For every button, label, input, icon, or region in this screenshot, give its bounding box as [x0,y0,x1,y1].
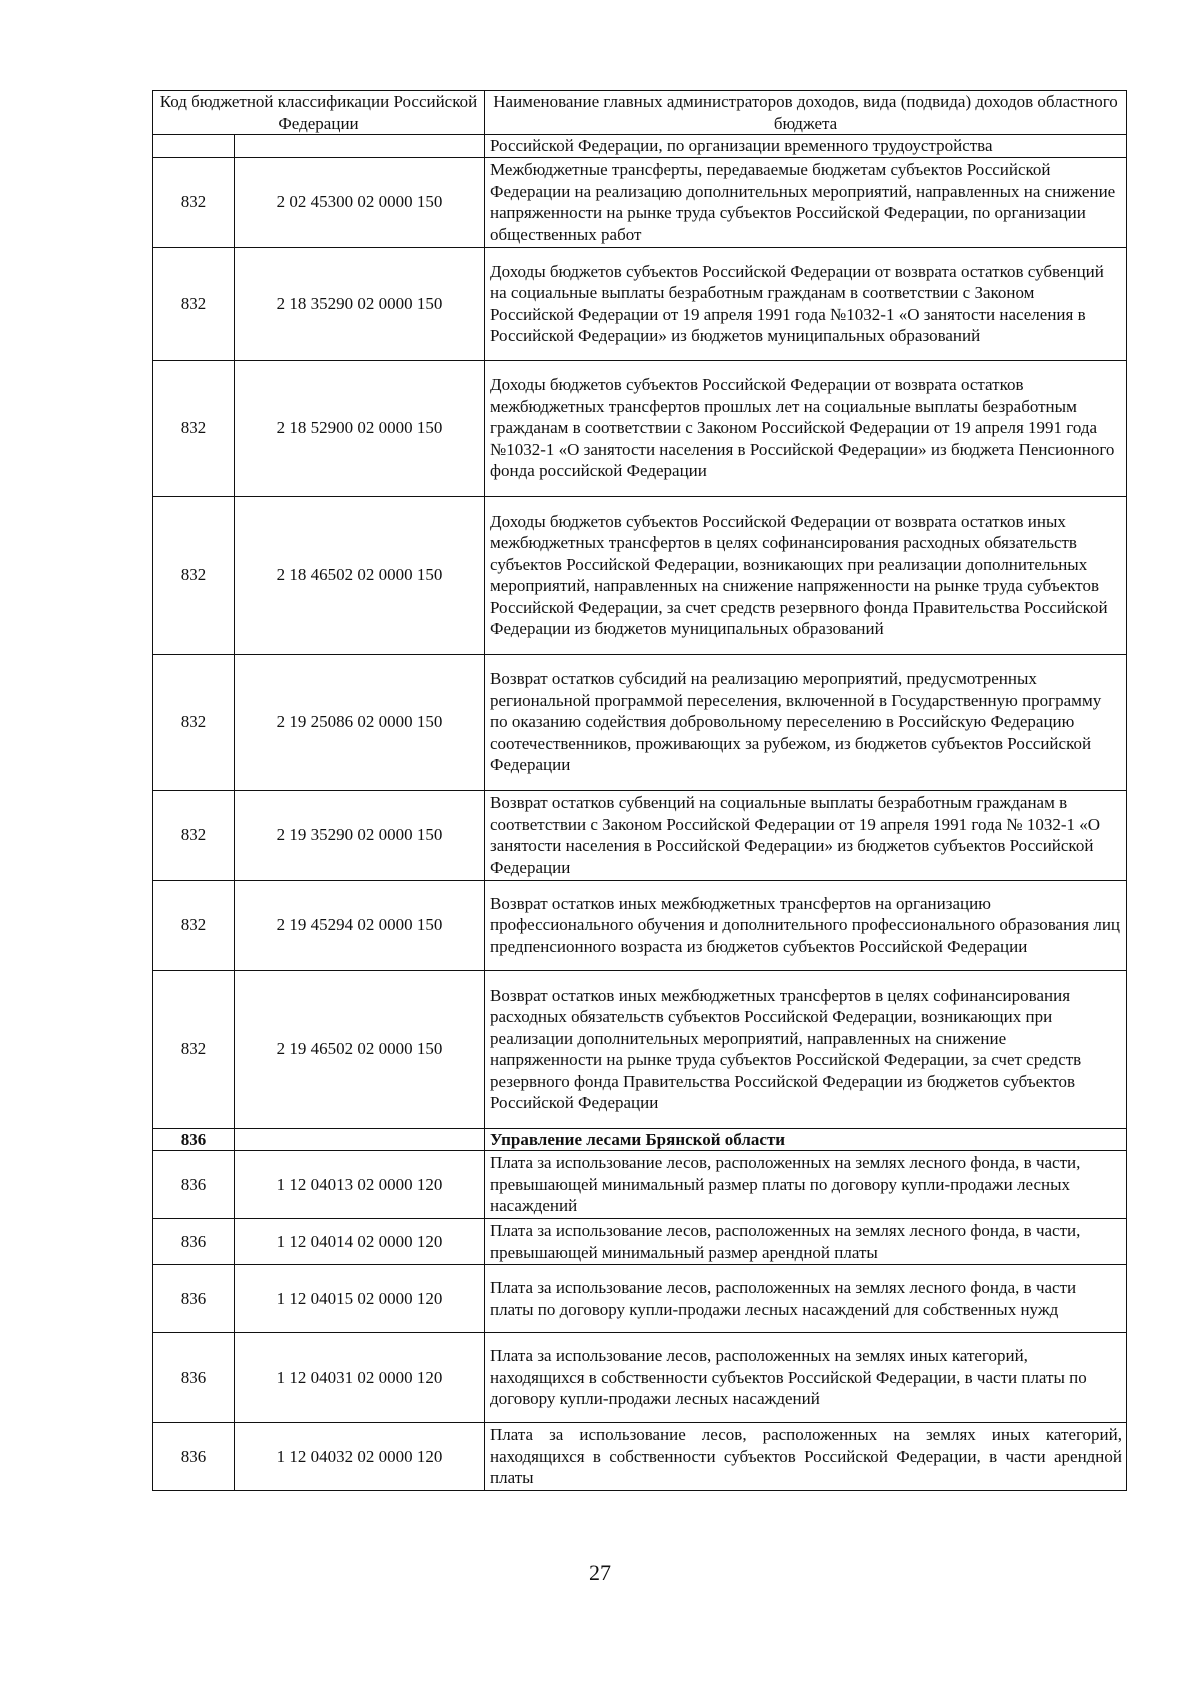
revenue-description-cell: Доходы бюджетов субъектов Российской Федерации от возврата остатков иных межбюджетных трансфертов в целях софинансирования расходных обязательств субъектов Российской Федерации, возникающих при реализации дополнительных мероприятий, направленных на снижение напряженности на рынке труда субъектов Российской Федерации, за счет средств резервного фонда Правительства Российской Федерации из бюджетов муниципальных образований [485,496,1127,654]
budget-code-cell: 2 18 35290 02 0000 150 [235,247,485,360]
table-row [153,790,1127,880]
table-row [153,360,1127,496]
budget-code-cell: 1 12 04013 02 0000 120 [235,1151,485,1219]
table-header-row [153,91,1127,135]
table-row [153,1265,1127,1333]
budget-code-cell: 2 19 45294 02 0000 150 [235,880,485,970]
admin-code-cell [153,135,235,158]
table-row [153,970,1127,1128]
revenue-description-cell: Возврат остатков субвенций на социальные выплаты безработным гражданам в соответствии с Законом Российской Федерации от 19 апреля 1991 года № 1032-1 «О занятости населения в Российской Федерации» из бюджетов субъектов Российской Федерации [485,790,1127,880]
admin-code-cell: 832 [153,360,235,496]
budget-code-cell: 2 18 52900 02 0000 150 [235,360,485,496]
admin-code-cell: 832 [153,496,235,654]
admin-code-cell: 836 [153,1423,235,1491]
table-row [153,496,1127,654]
admin-code-cell: 836 [153,1128,235,1151]
table-row [153,157,1127,247]
revenue-description-cell: Возврат остатков иных межбюджетных трансфертов на организацию профессионального обучения и дополнительного профессионального образования лиц предпенсионного возраста из бюджетов субъектов Российской Федерации [485,880,1127,970]
table-row [153,247,1127,360]
revenue-description-cell: Плата за использование лесов, расположенных на землях иных категорий, находящихся в собственности субъектов Российской Федерации, в части арендной платы [485,1423,1127,1491]
revenue-description-cell: Плата за использование лесов, расположенных на землях лесного фонда, в части, превышающей минимальный размер арендной платы [485,1219,1127,1265]
admin-code-cell: 832 [153,157,235,247]
budget-code-cell: 1 12 04031 02 0000 120 [235,1333,485,1423]
revenue-description-cell: Плата за использование лесов, расположенных на землях лесного фонда, в части, превышающей минимальный размер платы по договору купли-продажи лесных насаждений [485,1151,1127,1219]
budget-code-cell [235,1128,485,1151]
table-row [153,1151,1127,1219]
admin-code-cell: 836 [153,1151,235,1219]
revenue-description-cell: Плата за использование лесов, расположенных на землях лесного фонда, в части платы по договору купли-продажи лесных насаждений для собственных нужд [485,1265,1127,1333]
table-row [153,1219,1127,1265]
budget-code-cell: 2 02 45300 02 0000 150 [235,157,485,247]
table-row [153,880,1127,970]
revenue-description-cell: Управление лесами Брянской области [485,1128,1127,1151]
budget-code-cell: 1 12 04032 02 0000 120 [235,1423,485,1491]
name-column-header: Наименование главных администраторов доходов, вида (подвида) доходов областного бюджета [485,91,1127,135]
revenue-description-cell: Межбюджетные трансферты, передаваемые бюджетам субъектов Российской Федерации на реализацию дополнительных мероприятий, направленных на снижение напряженности на рынке труда субъектов Российской Федерации, по организации общественных работ [485,157,1127,247]
budget-code-cell: 1 12 04014 02 0000 120 [235,1219,485,1265]
table-body [153,91,1127,1491]
table-row [153,1333,1127,1423]
revenue-description-cell: Доходы бюджетов субъектов Российской Федерации от возврата остатков субвенций на социальные выплаты безработным гражданам в соответствии с Законом Российской Федерации от 19 апреля 1991 года №1032-1 «О занятости населения в Российской Федерации» из бюджетов муниципальных образований [485,247,1127,360]
revenue-description-cell: Плата за использование лесов, расположенных на землях иных категорий, находящихся в собственности субъектов Российской Федерации, в части платы по договору купли-продажи лесных насаждений [485,1333,1127,1423]
admin-code-cell: 836 [153,1219,235,1265]
budget-code-cell: 1 12 04015 02 0000 120 [235,1265,485,1333]
budget-code-cell: 2 19 25086 02 0000 150 [235,654,485,790]
admin-code-cell: 832 [153,790,235,880]
table-row [153,135,1127,158]
admin-code-cell: 832 [153,654,235,790]
table-row [153,1423,1127,1491]
budget-code-cell: 2 19 35290 02 0000 150 [235,790,485,880]
budget-code-cell [235,135,485,158]
admin-code-cell: 832 [153,880,235,970]
budget-code-cell: 2 18 46502 02 0000 150 [235,496,485,654]
revenue-description-cell: Доходы бюджетов субъектов Российской Федерации от возврата остатков межбюджетных трансфертов прошлых лет на социальные выплаты безработным гражданам в соответствии с Законом Российской Федерации от 19 апреля 1991 года №1032-1 «О занятости населения в Российской Федерации» из бюджета Пенсионного фонда российской Федерации [485,360,1127,496]
revenue-description-cell: Российской Федерации, по организации временного трудоустройства [485,135,1127,158]
table-row [153,1128,1127,1151]
budget-code-cell: 2 19 46502 02 0000 150 [235,970,485,1128]
admin-code-cell: 836 [153,1265,235,1333]
budget-classification-table [152,90,1127,1491]
code-column-header: Код бюджетной классификации Российской Федерации [153,91,485,135]
revenue-description-cell: Возврат остатков иных межбюджетных трансфертов в целях софинансирования расходных обязательств субъектов Российской Федерации, возникающих при реализации дополнительных мероприятий, направленных на снижение напряженности на рынке труда субъектов Российской Федерации, за счет средств резервного фонда Правительства Российской Федерации из бюджетов субъектов Российской Федерации [485,970,1127,1128]
admin-code-cell: 836 [153,1333,235,1423]
table-row [153,654,1127,790]
revenue-description-cell: Возврат остатков субсидий на реализацию мероприятий, предусмотренных региональной программой переселения, включенной в Государственную программу по оказанию содействия добровольному переселению в Российскую Федерацию соотечественников, проживающих за рубежом, из бюджетов субъектов Российской Федерации [485,654,1127,790]
page-number: 27 [589,1560,611,1585]
admin-code-cell: 832 [153,247,235,360]
admin-code-cell: 832 [153,970,235,1128]
